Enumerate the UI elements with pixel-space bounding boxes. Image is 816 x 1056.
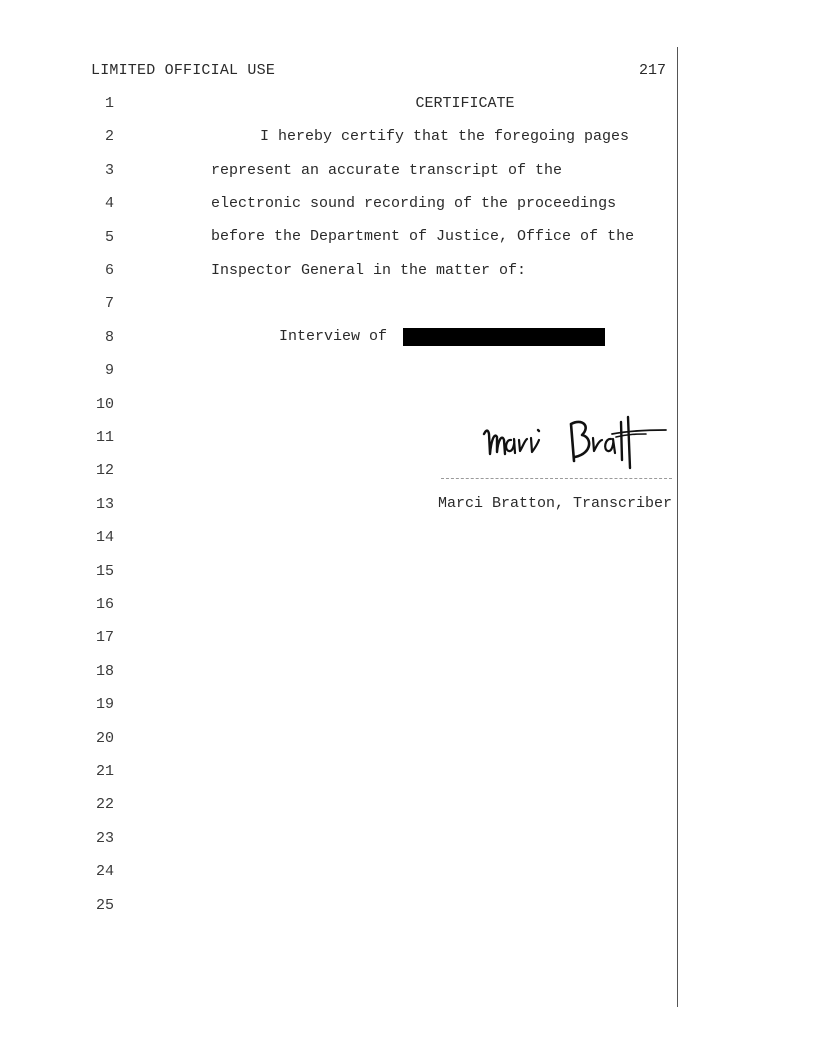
line-number: 9 (104, 362, 114, 380)
certificate-title: CERTIFICATE (415, 95, 515, 112)
line-number: 13 (95, 495, 114, 513)
line-number: 21 (95, 763, 114, 780)
line-number: 12 (95, 462, 114, 480)
line-number: 1 (104, 95, 114, 112)
line-number: 19 (95, 696, 114, 714)
line-number: 17 (95, 629, 114, 647)
line-number: 23 (95, 829, 114, 847)
right-margin-rule (677, 47, 678, 1007)
line-number: 6 (104, 262, 114, 279)
certificate-body-line: I hereby certify that the foregoing pages (260, 128, 630, 145)
page-number: 217 (638, 62, 666, 79)
line-number: 7 (104, 295, 114, 313)
line-number: 5 (104, 228, 114, 246)
line-number: 22 (95, 796, 114, 814)
line-number: 14 (95, 529, 114, 547)
line-number: 4 (104, 195, 114, 213)
certificate-body-line: represent an accurate transcript of the (211, 162, 563, 179)
line-number: 16 (95, 596, 114, 613)
signature-image (478, 412, 670, 474)
signature-line (441, 478, 672, 479)
redaction-box (403, 328, 605, 346)
line-number: 20 (95, 729, 114, 747)
certificate-body-line: before the Department of Justice, Office of the (211, 228, 635, 245)
line-number: 24 (95, 863, 114, 881)
line-number: 15 (95, 562, 114, 580)
line-number: 8 (104, 328, 114, 346)
line-number: 10 (95, 395, 114, 413)
line-number: 2 (104, 128, 114, 146)
line-number: 18 (95, 662, 114, 680)
certificate-body-line: electronic sound recording of the proceedings (211, 195, 617, 212)
interview-label: Interview of (279, 328, 388, 345)
line-number: 11 (95, 429, 114, 446)
certificate-body-line: Inspector General in the matter of: (211, 262, 527, 279)
transcriber-name: Marci Bratton, Transcriber (437, 495, 672, 512)
classification-header: LIMITED OFFICIAL USE (91, 62, 276, 79)
line-number: 25 (95, 896, 114, 914)
line-number: 3 (104, 161, 114, 179)
